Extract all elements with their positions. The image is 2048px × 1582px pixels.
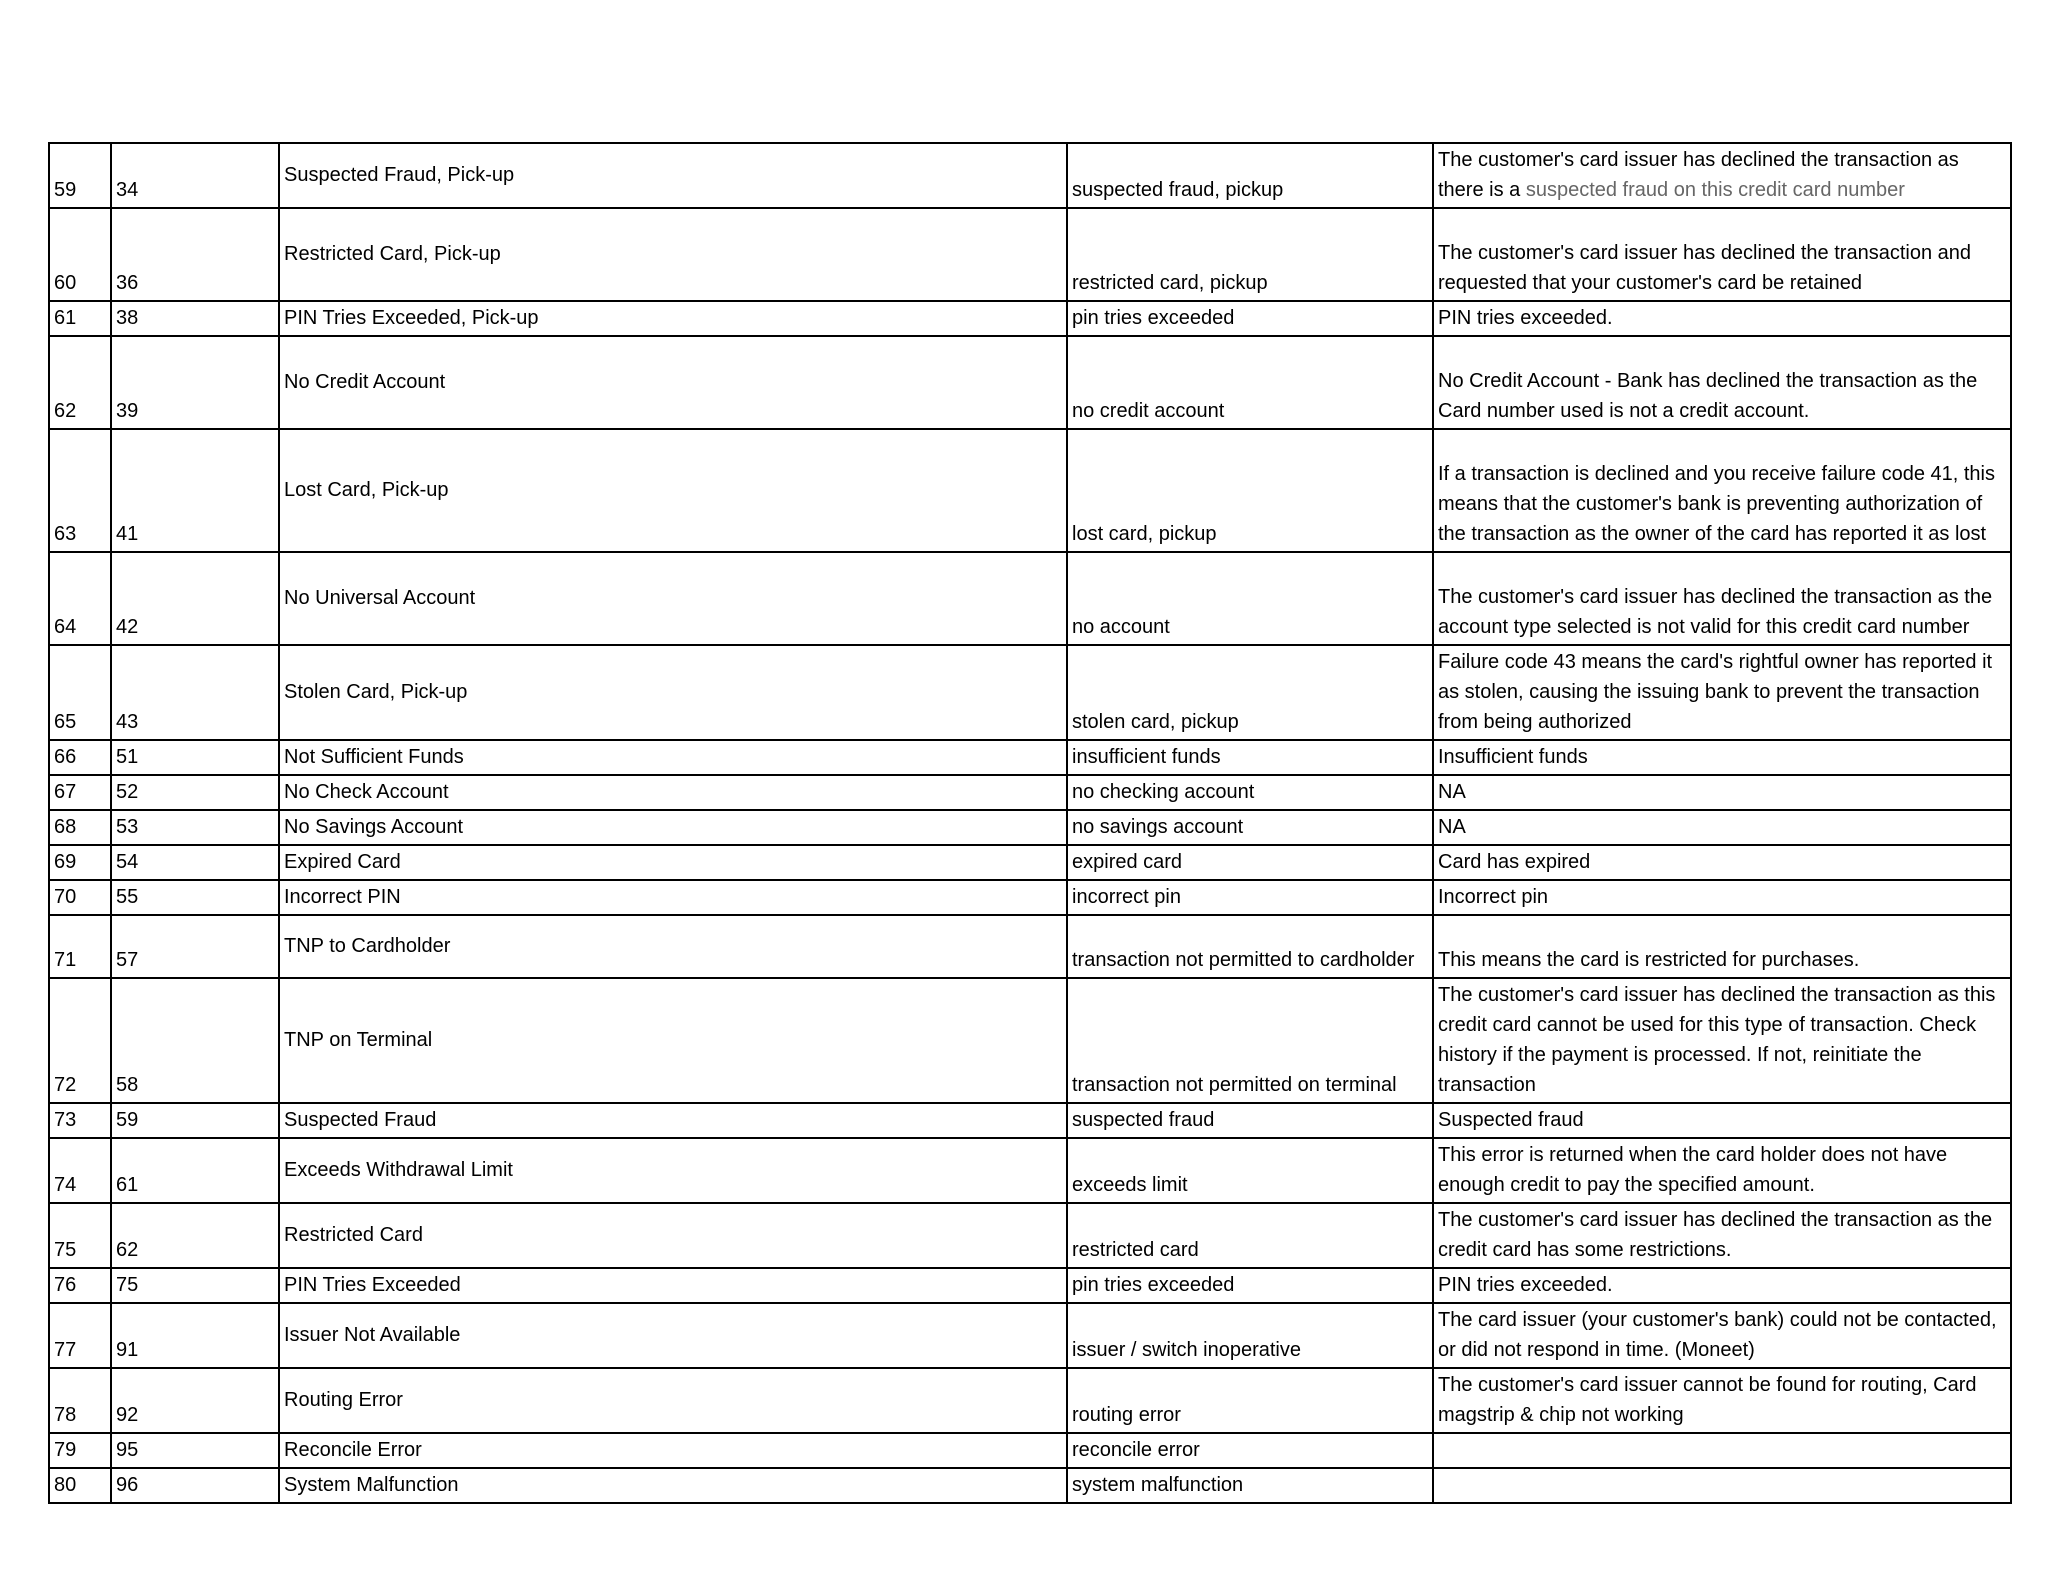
row-number-text: 63 <box>54 523 77 545</box>
code-name-text: Incorrect PIN <box>284 886 401 908</box>
code-name-text: No Credit Account <box>284 371 446 393</box>
description-cell <box>1433 1303 2011 1368</box>
code-name-text: Stolen Card, Pick-up <box>284 681 468 703</box>
row-number-text: 70 <box>54 886 77 908</box>
code-name-text: Not Sufficient Funds <box>284 746 464 768</box>
description-text: Card has expired <box>1438 851 1591 873</box>
code-name-cell <box>279 336 1067 429</box>
table-row <box>49 775 2011 810</box>
table-row <box>49 336 2011 429</box>
code-name-text: Restricted Card, Pick-up <box>284 243 501 265</box>
reason-text: system malfunction <box>1072 1474 1244 1496</box>
description-cell <box>1433 1138 2011 1203</box>
row-number-cell <box>49 1138 111 1203</box>
description-cell <box>1433 740 2011 775</box>
code-name-cell <box>279 810 1067 845</box>
reason-cell <box>1067 143 1433 208</box>
response-code-cell <box>111 645 279 740</box>
description-cell <box>1433 645 2011 740</box>
table-row <box>49 1368 2011 1433</box>
row-number-cell <box>49 336 111 429</box>
row-number-cell <box>49 1268 111 1303</box>
response-code-text: 39 <box>116 400 139 422</box>
code-name-cell <box>279 143 1067 208</box>
description-text: The customer's card issuer has declined the transaction and requested that your customer's card be retained <box>1438 242 1971 294</box>
description-text: The customer's card issuer cannot be found for routing, Card magstrip & chip not working <box>1438 1374 1977 1426</box>
table-row <box>49 810 2011 845</box>
code-name-text: Expired Card <box>284 851 401 873</box>
row-number-cell <box>49 552 111 645</box>
description-text: Failure code 43 means the card's rightful owner has reported it as stolen, causing the issuing bank to prevent the transaction from being authorized <box>1438 651 1993 733</box>
code-name-text: PIN Tries Exceeded <box>284 1274 461 1296</box>
reason-cell <box>1067 208 1433 301</box>
reason-text: expired card <box>1072 851 1183 873</box>
response-code-cell <box>111 208 279 301</box>
row-number-cell <box>49 1303 111 1368</box>
reason-cell <box>1067 1433 1433 1468</box>
code-name-text: System Malfunction <box>284 1474 459 1496</box>
response-code-cell <box>111 810 279 845</box>
row-number-cell <box>49 740 111 775</box>
row-number-text: 75 <box>54 1239 77 1261</box>
table-row <box>49 845 2011 880</box>
code-name-cell <box>279 1303 1067 1368</box>
reason-text: no savings account <box>1072 816 1244 838</box>
code-name-text: No Savings Account <box>284 816 463 838</box>
response-code-cell <box>111 1468 279 1503</box>
reason-text: suspected fraud <box>1072 1109 1215 1131</box>
response-code-text: 58 <box>116 1074 139 1096</box>
description-cell <box>1433 429 2011 552</box>
response-code-text: 41 <box>116 523 139 545</box>
reason-cell <box>1067 1303 1433 1368</box>
response-code-text: 38 <box>116 307 139 329</box>
decline-codes-table <box>48 142 2012 1504</box>
response-code-text: 51 <box>116 746 139 768</box>
reason-cell <box>1067 880 1433 915</box>
table-row <box>49 1303 2011 1368</box>
reason-cell <box>1067 810 1433 845</box>
response-code-cell <box>111 845 279 880</box>
table-row <box>49 978 2011 1103</box>
row-number-cell <box>49 810 111 845</box>
row-number-cell <box>49 1203 111 1268</box>
row-number-text: 77 <box>54 1339 77 1361</box>
code-name-cell <box>279 915 1067 978</box>
description-cell <box>1433 1433 2011 1468</box>
table-row <box>49 552 2011 645</box>
table-row <box>49 429 2011 552</box>
code-name-text: Suspected Fraud <box>284 1109 437 1131</box>
table-row <box>49 880 2011 915</box>
code-name-cell <box>279 208 1067 301</box>
description-cell <box>1433 143 2011 208</box>
row-number-cell <box>49 208 111 301</box>
row-number-text: 74 <box>54 1174 77 1196</box>
reason-text: insufficient funds <box>1072 746 1221 768</box>
response-code-cell <box>111 1433 279 1468</box>
description-text: The customer's card issuer has declined the transaction as this credit card cannot be used for this type of transaction. Check history if the payment is processed. If not, reinitiate the transaction <box>1438 984 1996 1096</box>
code-name-cell <box>279 740 1067 775</box>
code-name-text: No Universal Account <box>284 587 476 609</box>
code-name-cell <box>279 552 1067 645</box>
row-number-cell <box>49 429 111 552</box>
response-code-cell <box>111 1303 279 1368</box>
code-name-text: Issuer Not Available <box>284 1324 461 1346</box>
description-text: The customer's card issuer has declined the transaction as the account type selected is not valid for this credit card number <box>1438 586 1993 638</box>
code-name-text: Routing Error <box>284 1389 403 1411</box>
description-text: PIN tries exceeded. <box>1438 307 1613 329</box>
reason-text: restricted card <box>1072 1239 1199 1261</box>
row-number-cell <box>49 880 111 915</box>
response-code-cell <box>111 552 279 645</box>
reason-cell <box>1067 1138 1433 1203</box>
description-cell <box>1433 336 2011 429</box>
code-name-cell <box>279 1103 1067 1138</box>
response-code-text: 61 <box>116 1174 139 1196</box>
table-row <box>49 740 2011 775</box>
response-code-cell <box>111 1203 279 1268</box>
reason-cell <box>1067 1103 1433 1138</box>
response-code-cell <box>111 1138 279 1203</box>
code-name-cell <box>279 1138 1067 1203</box>
table-body <box>49 143 2011 1503</box>
row-number-text: 59 <box>54 179 77 201</box>
reason-cell <box>1067 645 1433 740</box>
response-code-text: 54 <box>116 851 139 873</box>
reason-cell <box>1067 915 1433 978</box>
reason-cell <box>1067 978 1433 1103</box>
description-cell <box>1433 1268 2011 1303</box>
description-text: If a transaction is declined and you receive failure code 41, this means that the customer's bank is preventing authorization of the transaction as the owner of the card has reported it as lost <box>1438 463 1995 545</box>
reason-cell <box>1067 552 1433 645</box>
reason-text: issuer / switch inoperative <box>1072 1339 1301 1361</box>
code-name-cell <box>279 1368 1067 1433</box>
row-number-text: 79 <box>54 1439 77 1461</box>
response-code-text: 96 <box>116 1474 139 1496</box>
row-number-cell <box>49 775 111 810</box>
row-number-text: 65 <box>54 711 77 733</box>
description-cell <box>1433 978 2011 1103</box>
row-number-text: 67 <box>54 781 77 803</box>
response-code-cell <box>111 143 279 208</box>
code-name-text: PIN Tries Exceeded, Pick-up <box>284 307 539 329</box>
row-number-cell <box>49 301 111 336</box>
response-code-cell <box>111 336 279 429</box>
row-number-cell <box>49 1103 111 1138</box>
row-number-text: 61 <box>54 307 77 329</box>
row-number-text: 62 <box>54 400 77 422</box>
description-text: PIN tries exceeded. <box>1438 1274 1613 1296</box>
code-name-cell <box>279 775 1067 810</box>
description-cell <box>1433 208 2011 301</box>
code-name-cell <box>279 1203 1067 1268</box>
reason-text: pin tries exceeded <box>1072 1274 1235 1296</box>
table-row <box>49 1468 2011 1503</box>
response-code-text: 95 <box>116 1439 139 1461</box>
response-code-cell <box>111 740 279 775</box>
table-row <box>49 208 2011 301</box>
reason-text: no credit account <box>1072 400 1225 422</box>
description-cell <box>1433 1368 2011 1433</box>
reason-cell <box>1067 301 1433 336</box>
row-number-text: 64 <box>54 616 77 638</box>
description-text: Incorrect pin <box>1438 886 1549 908</box>
reason-text: suspected fraud, pickup <box>1072 179 1284 201</box>
row-number-cell <box>49 645 111 740</box>
code-name-cell <box>279 1468 1067 1503</box>
code-name-cell <box>279 645 1067 740</box>
response-code-cell <box>111 429 279 552</box>
response-code-text: 53 <box>116 816 139 838</box>
response-code-text: 75 <box>116 1274 139 1296</box>
table-row <box>49 645 2011 740</box>
response-code-text: 34 <box>116 179 139 201</box>
row-number-text: 78 <box>54 1404 77 1426</box>
reason-cell <box>1067 1268 1433 1303</box>
row-number-cell <box>49 978 111 1103</box>
reason-text: routing error <box>1072 1404 1181 1426</box>
description-text: This error is returned when the card holder does not have enough credit to pay the specified amount. <box>1438 1144 1948 1196</box>
description-cell <box>1433 1468 2011 1503</box>
response-code-text: 62 <box>116 1239 139 1261</box>
reason-cell <box>1067 336 1433 429</box>
response-code-text: 52 <box>116 781 139 803</box>
table-row <box>49 915 2011 978</box>
table-row <box>49 1138 2011 1203</box>
code-name-text: TNP to Cardholder <box>284 935 451 957</box>
row-number-text: 66 <box>54 746 77 768</box>
response-code-cell <box>111 1368 279 1433</box>
row-number-text: 68 <box>54 816 77 838</box>
code-name-text: No Check Account <box>284 781 449 803</box>
description-text: The card issuer (your customer's bank) could not be contacted, or did not respond in time. (Moneet) <box>1438 1309 1997 1361</box>
response-code-text: 55 <box>116 886 139 908</box>
code-name-cell <box>279 429 1067 552</box>
description-text: NA <box>1438 816 1466 838</box>
description-text: The customer's card issuer has declined the transaction as there is a <box>1438 149 1959 201</box>
row-number-cell <box>49 845 111 880</box>
response-code-cell <box>111 1103 279 1138</box>
row-number-text: 69 <box>54 851 77 873</box>
table-row <box>49 301 2011 336</box>
description-cell <box>1433 845 2011 880</box>
code-name-cell <box>279 845 1067 880</box>
reason-text: incorrect pin <box>1072 886 1181 908</box>
code-name-cell <box>279 301 1067 336</box>
description-text: The customer's card issuer has declined the transaction as the credit card has some restrictions. <box>1438 1209 1993 1261</box>
table-row <box>49 1268 2011 1303</box>
code-name-text: TNP on Terminal <box>284 1029 433 1051</box>
row-number-text: 73 <box>54 1109 77 1131</box>
reason-cell <box>1067 1368 1433 1433</box>
row-number-text: 80 <box>54 1474 77 1496</box>
response-code-cell <box>111 880 279 915</box>
table-row <box>49 1203 2011 1268</box>
row-number-text: 76 <box>54 1274 77 1296</box>
reason-cell <box>1067 429 1433 552</box>
response-code-cell <box>111 978 279 1103</box>
table-row <box>49 1103 2011 1138</box>
description-text: NA <box>1438 781 1466 803</box>
reason-text: exceeds limit <box>1072 1174 1188 1196</box>
description-cell <box>1433 552 2011 645</box>
reason-text: stolen card, pickup <box>1072 711 1239 733</box>
code-name-cell <box>279 1433 1067 1468</box>
code-name-text: Suspected Fraud, Pick-up <box>284 164 515 186</box>
response-code-cell <box>111 1268 279 1303</box>
code-name-cell <box>279 978 1067 1103</box>
reason-text: lost card, pickup <box>1072 523 1217 545</box>
description-cell <box>1433 301 2011 336</box>
table-row <box>49 1433 2011 1468</box>
response-code-text: 57 <box>116 949 139 971</box>
response-code-text: 42 <box>116 616 139 638</box>
reason-text: no account <box>1072 616 1170 638</box>
description-text: This means the card is restricted for purchases. <box>1438 949 1860 971</box>
row-number-text: 60 <box>54 272 77 294</box>
description-cell <box>1433 810 2011 845</box>
description-highlight-text: suspected fraud on this credit card number <box>1525 179 1905 201</box>
row-number-cell <box>49 1368 111 1433</box>
response-code-text: 36 <box>116 272 139 294</box>
response-code-cell <box>111 775 279 810</box>
reason-cell <box>1067 1203 1433 1268</box>
reason-text: no checking account <box>1072 781 1255 803</box>
row-number-text: 71 <box>54 949 77 971</box>
response-code-text: 59 <box>116 1109 139 1131</box>
response-code-text: 91 <box>116 1339 139 1361</box>
row-number-cell <box>49 915 111 978</box>
row-number-cell <box>49 1468 111 1503</box>
code-name-cell <box>279 1268 1067 1303</box>
description-text: Suspected fraud <box>1438 1109 1584 1131</box>
code-name-cell <box>279 880 1067 915</box>
reason-cell <box>1067 1468 1433 1503</box>
description-cell <box>1433 775 2011 810</box>
description-cell <box>1433 1103 2011 1138</box>
reason-text: transaction not permitted to cardholder <box>1072 949 1415 971</box>
reason-text: reconcile error <box>1072 1439 1200 1461</box>
code-name-text: Lost Card, Pick-up <box>284 479 449 501</box>
reason-cell <box>1067 740 1433 775</box>
description-text: No Credit Account - Bank has declined the transaction as the Card number used is not a credit account. <box>1438 370 1978 422</box>
response-code-cell <box>111 301 279 336</box>
reason-text: transaction not permitted on terminal <box>1072 1074 1397 1096</box>
description-cell <box>1433 1203 2011 1268</box>
table-row <box>49 143 2011 208</box>
response-code-text: 92 <box>116 1404 139 1426</box>
description-cell <box>1433 915 2011 978</box>
description-text: Insufficient funds <box>1438 746 1588 768</box>
description-cell <box>1433 880 2011 915</box>
code-name-text: Exceeds Withdrawal Limit <box>284 1159 513 1181</box>
row-number-cell <box>49 143 111 208</box>
reason-cell <box>1067 845 1433 880</box>
code-name-text: Reconcile Error <box>284 1439 422 1461</box>
row-number-text: 72 <box>54 1074 77 1096</box>
response-code-cell <box>111 915 279 978</box>
reason-text: pin tries exceeded <box>1072 307 1235 329</box>
code-name-text: Restricted Card <box>284 1224 423 1246</box>
reason-cell <box>1067 775 1433 810</box>
row-number-cell <box>49 1433 111 1468</box>
response-code-text: 43 <box>116 711 139 733</box>
reason-text: restricted card, pickup <box>1072 272 1268 294</box>
